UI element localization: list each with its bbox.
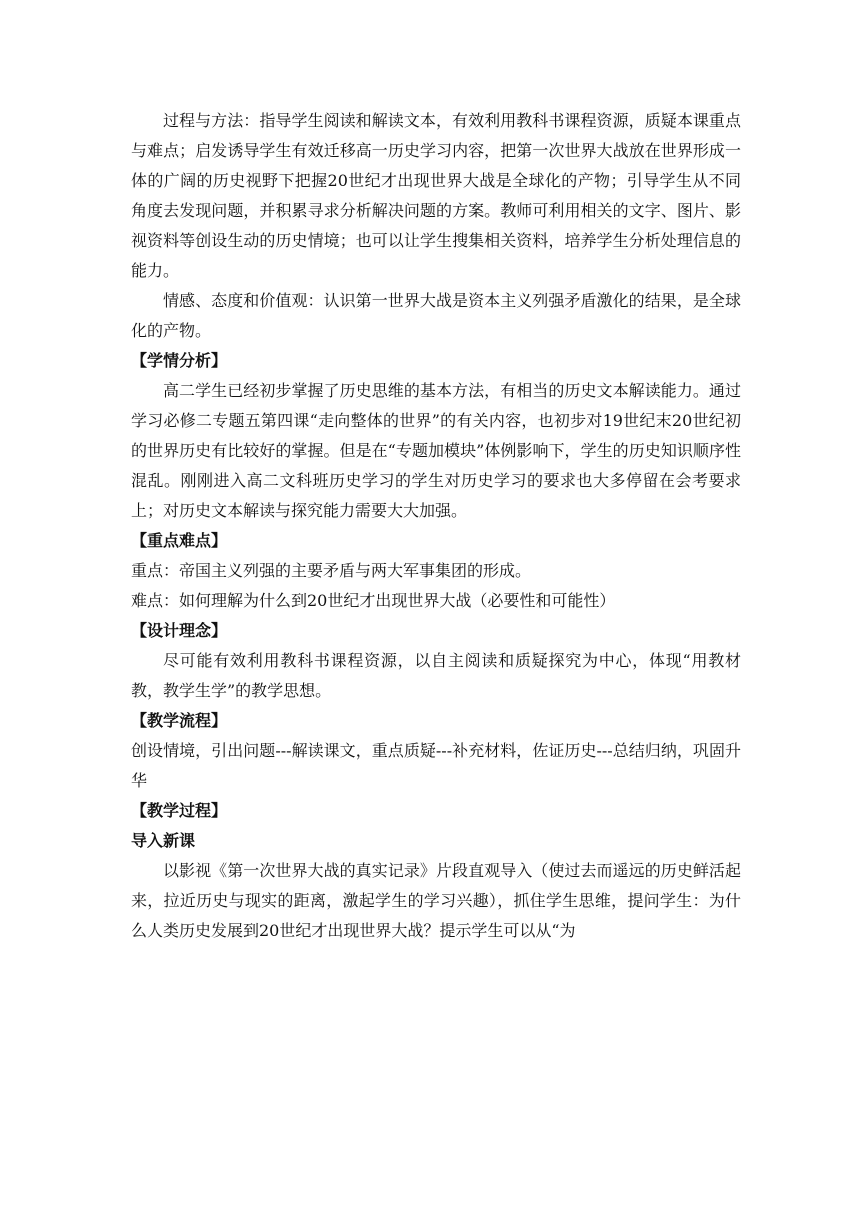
difficulty-line: 难点：如何理解为什么到20世纪才出现世界大战（必要性和可能性） bbox=[131, 591, 616, 610]
focus-line: 重点：帝国主义列强的主要矛盾与两大军事集团的形成。 bbox=[131, 561, 532, 580]
lesson-intro-paragraph: 以影视《第一次世界大战的真实记录》片段直观导入（使过去而遥远的历史鲜活起来，拉近历史与现实的距离，激起学生的学习兴趣），抓住学生思维，提问学生：为什么人类历史发展到20世纪才出现世界大战？提示学生可以从“为 bbox=[131, 861, 741, 940]
student-analysis-heading: 【学情分析】 bbox=[131, 351, 228, 370]
lesson-intro-subheading: 导入新课 bbox=[131, 831, 196, 850]
teaching-process-heading: 【教学过程】 bbox=[131, 801, 228, 820]
key-points-heading: 【重点难点】 bbox=[131, 531, 228, 550]
process-methods-paragraph: 过程与方法：指导学生阅读和解读文本，有效利用教科书课程资源，质疑本课重点与难点；启发诱导学生有效迁移高一历史学习内容，把第一次世界大战放在世界形成一体的广阔的历史视野下把握20世纪才出现世界大战是全球化的产物；引导学生从不同角度去发现问题，并积累寻求分析解决问题的方案。教师可利用相关的文字、图片、影视资料等创设生动的历史情境；也可以让学生搜集相关资料，培养学生分析处理信息的能力。 bbox=[131, 111, 741, 280]
teaching-flow-heading: 【教学流程】 bbox=[131, 711, 228, 730]
design-concept-paragraph: 尽可能有效利用教科书课程资源，以自主阅读和质疑探究为中心，体现“用教材教，教学生学”的教学思想。 bbox=[131, 651, 741, 700]
teaching-flow-paragraph: 创设情境，引出问题---解读课文，重点质疑---补充材料，佐证历史---总结归纳，巩固升华 bbox=[131, 741, 741, 790]
student-analysis-paragraph: 高二学生已经初步掌握了历史思维的基本方法，有相当的历史文本解读能力。通过学习必修二专题五第四课“走向整体的世界”的有关内容，也初步对19世纪末20世纪初的世界历史有比较好的掌握。但是在“专题加模块”体例影响下，学生的历史知识顺序性混乱。刚刚进入高二文科班历史学习的学生对历史学习的要求也大多停留在会考要求上；对历史文本解读与探究能力需要大大加强。 bbox=[131, 381, 741, 520]
document-page bbox=[131, 106, 741, 946]
design-concept-heading: 【设计理念】 bbox=[131, 621, 228, 640]
emotion-values-paragraph: 情感、态度和价值观：认识第一世界大战是资本主义列强矛盾激化的结果，是全球化的产物。 bbox=[131, 291, 741, 340]
